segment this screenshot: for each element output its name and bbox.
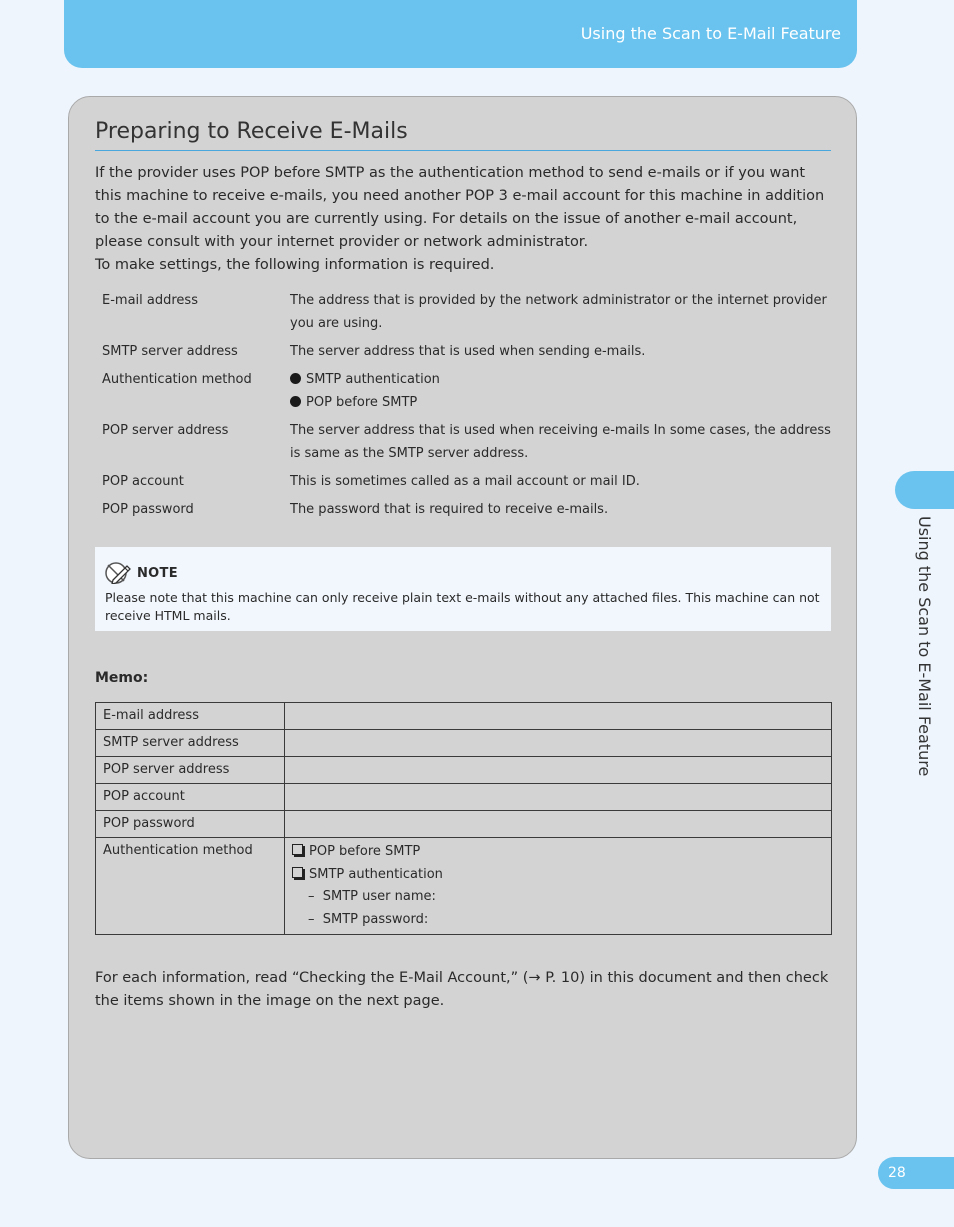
note-label: NOTE bbox=[137, 565, 178, 581]
auth-option bbox=[290, 391, 831, 414]
memo-field bbox=[285, 811, 832, 838]
page-number: 28 bbox=[878, 1157, 954, 1189]
info-row bbox=[95, 497, 831, 525]
info-key: E-mail address bbox=[102, 293, 198, 308]
bullet-icon bbox=[290, 396, 301, 407]
memo-key: POP account bbox=[96, 784, 285, 811]
note-box bbox=[95, 547, 831, 631]
info-value: The password that is required to receive e-mails. bbox=[290, 502, 609, 517]
memo-label: Memo: bbox=[95, 670, 149, 686]
info-key: POP account bbox=[102, 474, 184, 489]
dash: – bbox=[308, 889, 315, 904]
memo-row bbox=[96, 811, 832, 838]
info-row bbox=[95, 367, 831, 418]
memo-field bbox=[285, 730, 832, 757]
memo-table bbox=[95, 702, 832, 935]
memo-row bbox=[96, 838, 832, 935]
memo-auth-option bbox=[292, 841, 824, 864]
info-key: Authentication method bbox=[102, 372, 252, 387]
memo-auth-option-label: SMTP authentication bbox=[309, 866, 443, 882]
memo-field bbox=[285, 757, 832, 784]
info-key: POP server address bbox=[102, 423, 229, 438]
header-bar bbox=[64, 0, 857, 68]
side-tab bbox=[895, 471, 954, 509]
info-value: The server address that is used when sending e-mails. bbox=[290, 344, 646, 359]
info-row bbox=[95, 288, 831, 339]
info-value: The server address that is used when receiving e-mails In some cases, the address is same as the SMTP server address. bbox=[290, 423, 831, 461]
intro-paragraph: If the provider uses POP before SMTP as the authentication method to send e-mails or if you want this machine to receive e-mails, you need another POP 3 e-mail account for this machine in addition to the e-mail account you are currently using. For details on the issue of another e-mail account, please consult with your internet provider or network administrator. bbox=[95, 165, 825, 250]
auth-option-label: SMTP authentication bbox=[306, 372, 440, 387]
intro-text bbox=[95, 162, 831, 277]
info-value: The address that is provided by the network administrator or the internet provider you are using. bbox=[290, 293, 827, 331]
info-key: POP password bbox=[102, 502, 194, 517]
memo-row bbox=[96, 757, 832, 784]
memo-key: SMTP server address bbox=[96, 730, 285, 757]
info-key: SMTP server address bbox=[102, 344, 238, 359]
memo-auth-option-label: POP before SMTP bbox=[309, 844, 421, 859]
memo-field bbox=[285, 703, 832, 730]
memo-row bbox=[96, 730, 832, 757]
header-title: Using the Scan to E-Mail Feature bbox=[580, 24, 841, 43]
info-value bbox=[290, 367, 831, 418]
memo-sub-label: SMTP user name: bbox=[322, 889, 436, 904]
info-row bbox=[95, 418, 831, 469]
memo-sub-item bbox=[292, 909, 824, 932]
memo-sub-item bbox=[292, 886, 824, 909]
note-header bbox=[105, 561, 821, 585]
memo-field bbox=[285, 784, 832, 811]
checkbox-icon bbox=[292, 867, 303, 878]
memo-sub-label: SMTP password: bbox=[322, 911, 429, 927]
info-row bbox=[95, 339, 831, 367]
info-row bbox=[95, 469, 831, 497]
pencil-icon bbox=[105, 562, 131, 584]
bullet-icon bbox=[290, 373, 301, 384]
memo-key: POP password bbox=[96, 811, 285, 838]
memo-row bbox=[96, 784, 832, 811]
checkbox-icon bbox=[292, 844, 303, 855]
memo-auth-option bbox=[292, 864, 824, 887]
note-text: Please note that this machine can only receive plain text e-mails without any attached files. This machine can not receive HTML mails. bbox=[105, 590, 820, 623]
info-table bbox=[95, 288, 831, 525]
intro-line: To make settings, the following information is required. bbox=[95, 257, 495, 273]
dash: – bbox=[308, 911, 315, 927]
memo-key: POP server address bbox=[96, 757, 285, 784]
info-value: This is sometimes called as a mail account or mail ID. bbox=[290, 474, 640, 489]
memo-auth-options bbox=[285, 838, 832, 935]
memo-key: E-mail address bbox=[96, 703, 285, 730]
auth-option bbox=[290, 368, 831, 391]
memo-row bbox=[96, 703, 832, 730]
memo-key: Authentication method bbox=[96, 838, 285, 935]
side-label: Using the Scan to E-Mail Feature bbox=[915, 516, 934, 777]
footer-text: For each information, read “Checking the E-Mail Account,” (→ P. 10) in this document and then check the items shown in the image on the next page. bbox=[95, 970, 829, 1009]
auth-option-label: POP before SMTP bbox=[306, 395, 418, 410]
page-title: Preparing to Receive E-Mails bbox=[95, 118, 831, 151]
